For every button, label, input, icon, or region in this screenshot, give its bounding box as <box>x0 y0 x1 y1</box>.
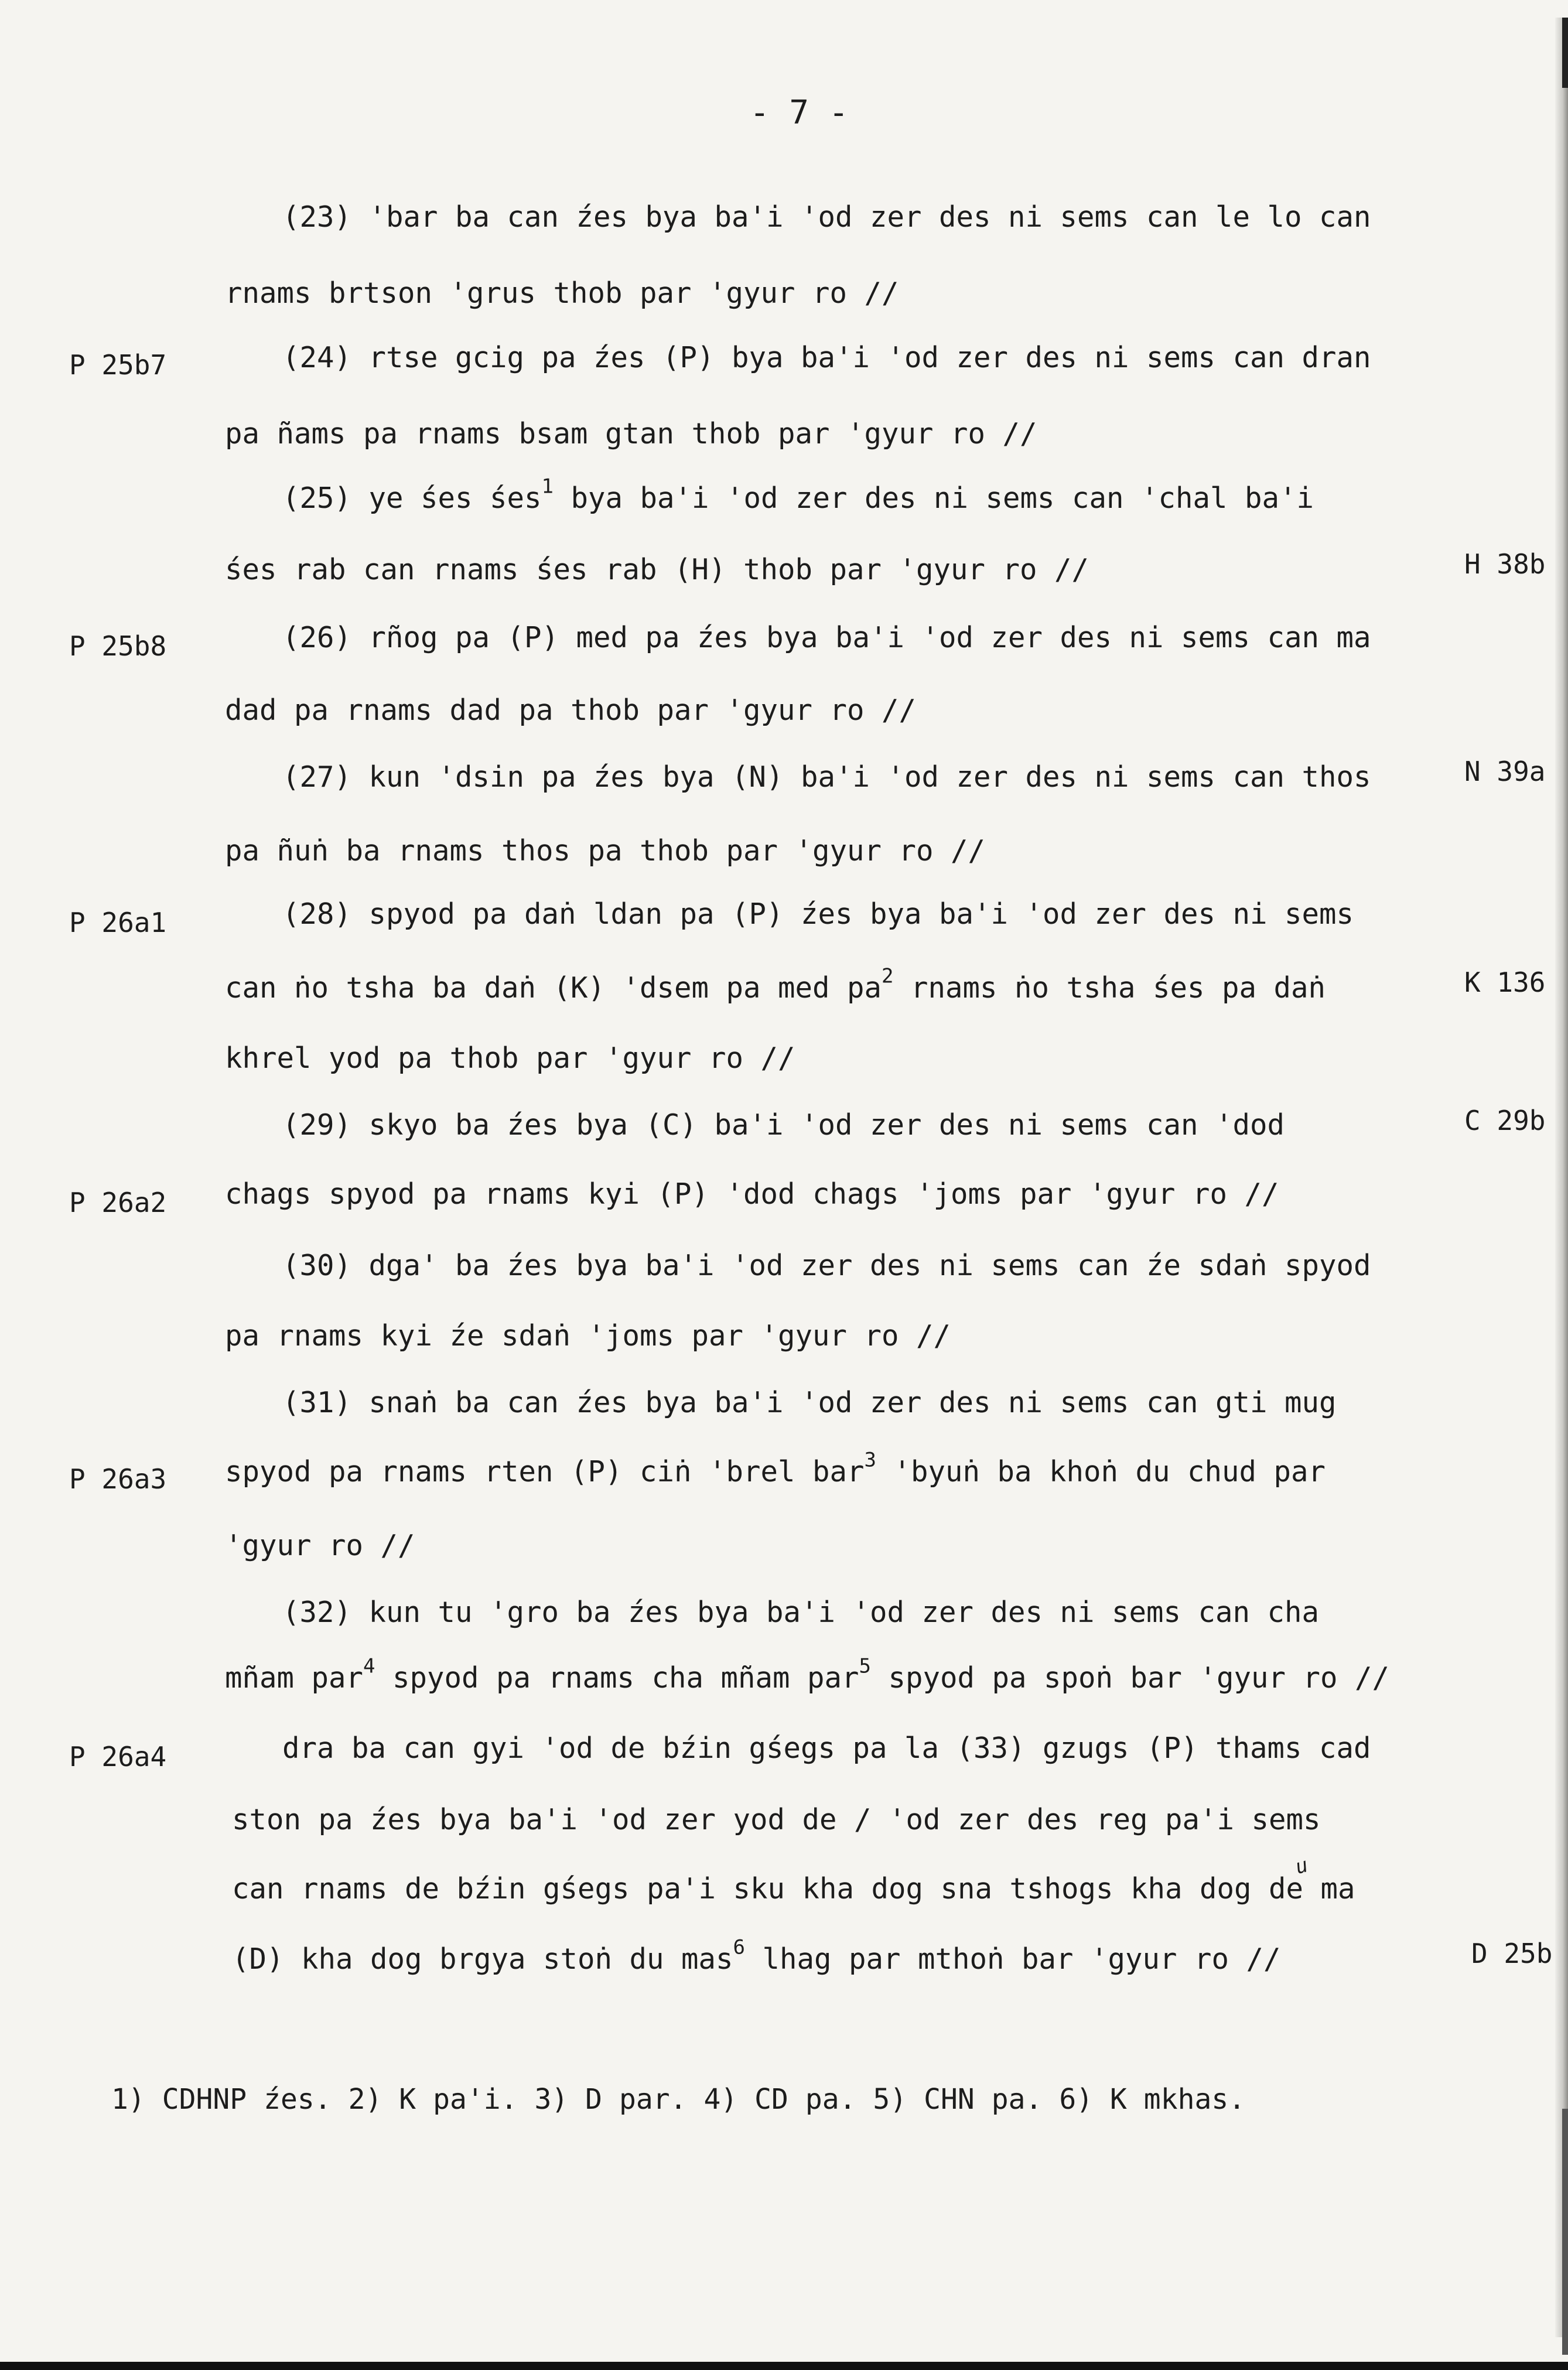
text-line: śes rab can rnams śes rab (H) thob par 'gyur ro // <box>225 553 1089 586</box>
margin-ref-left: P 26a3 <box>69 1463 167 1495</box>
text-segment: can rnams de bźin gśegs pa'i sku kha dog sna tshogs kha dog de <box>232 1872 1304 1905</box>
text-segment: rnams ṅo tsha śes pa daṅ <box>911 971 1326 1005</box>
text-segment: can ṅo tsha ba daṅ (K) 'dsem pa med pa <box>225 971 882 1005</box>
text-line <box>225 1654 1390 1695</box>
text-line: (28) spyod pa daṅ ldan pa (P) źes bya ba'i 'od zer des ni sems <box>282 897 1354 931</box>
page-edge-mark <box>1562 2109 1568 2355</box>
footnote-mark: 4 <box>363 1654 375 1678</box>
text-line: ston pa źes bya ba'i 'od zer yod de / 'od zer des reg pa'i sems <box>232 1803 1321 1836</box>
text-segment: lhag par mthoṅ bar 'gyur ro // <box>762 1942 1281 1976</box>
text-line: khrel yod pa thob par 'gyur ro // <box>225 1041 795 1075</box>
page-edge-shadow <box>1555 18 1568 2337</box>
margin-ref-right: H 38b <box>1464 548 1546 580</box>
text-line: pa ñams pa rnams bsam gtan thob par 'gyur ro // <box>225 417 1037 450</box>
text-line: dad pa rnams dad pa thob par 'gyur ro // <box>225 694 917 727</box>
margin-ref-right: C 29b <box>1464 1105 1546 1136</box>
text-line: pa ñuṅ ba rnams thos pa thob par 'gyur ro // <box>225 834 986 868</box>
text-segment: 'byuṅ ba khoṅ du chud par <box>893 1455 1326 1488</box>
text-line: chags spyod pa rnams kyi (P) 'dod chags 'joms par 'gyur ro // <box>225 1177 1279 1211</box>
text-line <box>225 964 1326 1005</box>
margin-ref-left: P 26a2 <box>69 1187 167 1218</box>
footnote-mark: 3 <box>864 1448 877 1472</box>
text-segment: bya ba'i 'od zer des ni sems can 'chal ba'i <box>571 481 1314 515</box>
text-line <box>282 474 1314 515</box>
text-segment: mñam par <box>225 1661 364 1695</box>
text-line: (31) snaṅ ba can źes bya ba'i 'od zer des ni sems can gti mug <box>282 1386 1337 1419</box>
margin-ref-left: P 26a1 <box>69 907 167 938</box>
text-line: (26) rñog pa (P) med pa źes bya ba'i 'od zer des ni sems can ma <box>282 621 1371 654</box>
text-line: (27) kun 'dsin pa źes bya (N) ba'i 'od zer des ni sems can thos <box>282 760 1371 794</box>
footnote-mark: 5 <box>859 1654 872 1678</box>
footnote-mark: 2 <box>882 964 894 988</box>
margin-ref-left: P 25b8 <box>69 630 167 662</box>
footnote-mark: 6 <box>733 1935 745 1959</box>
text-line: pa rnams kyi źe sdaṅ 'joms par 'gyur ro // <box>225 1319 951 1353</box>
text-line: (30) dga' ba źes bya ba'i 'od zer des ni sems can źe sdaṅ spyod <box>282 1249 1371 1282</box>
text-line: (23) 'bar ba can źes bya ba'i 'od zer des ni sems can le lo can <box>282 200 1371 234</box>
text-line <box>225 1448 1326 1488</box>
page-edge-mark <box>1562 18 1568 88</box>
text-line: rnams brtson 'grus thob par 'gyur ro // <box>225 276 899 310</box>
text-segment: ma <box>1320 1872 1355 1905</box>
text-segment: spyod pa rnams cha mñam par <box>392 1661 859 1695</box>
page-number: - 7 - <box>750 94 849 132</box>
margin-ref-right: D 25b <box>1471 1938 1553 1969</box>
handwritten-insertion-mark: u <box>1293 1853 1311 1879</box>
text-segment: spyod pa spoṅ bar 'gyur ro // <box>888 1661 1390 1695</box>
margin-ref-left: P 25b7 <box>69 349 167 381</box>
text-line <box>232 1874 1355 1903</box>
margin-ref-left: P 26a4 <box>69 1741 167 1773</box>
margin-ref-right: N 39a <box>1464 756 1546 787</box>
text-segment: (25) ye śes śes <box>282 481 542 515</box>
margin-ref-right: K 136 <box>1464 967 1546 998</box>
text-line: (32) kun tu 'gro ba źes bya ba'i 'od zer des ni sems can cha <box>282 1596 1320 1629</box>
text-segment: spyod pa rnams rten (P) ciṅ 'brel bar <box>225 1455 865 1488</box>
text-line: (24) rtse gcig pa źes (P) bya ba'i 'od zer des ni sems can dran <box>282 341 1371 374</box>
text-line: (29) skyo ba źes bya (C) ba'i 'od zer des ni sems can 'dod <box>282 1108 1285 1142</box>
text-line: 'gyur ro // <box>225 1529 415 1562</box>
footnotes: 1) CDHNP źes. 2) K pa'i. 3) D par. 4) CD pa. 5) CHN pa. 6) K mkhas. <box>111 2083 1246 2116</box>
text-line: dra ba can gyi 'od de bźin gśegs pa la (33) gzugs (P) thams cad <box>282 1732 1371 1765</box>
text-segment: (D) kha dog brgya stoṅ du mas <box>232 1942 733 1976</box>
text-line <box>232 1935 1281 1976</box>
footnote-mark: 1 <box>541 474 554 498</box>
scan-bottom-edge <box>0 2362 1568 2370</box>
